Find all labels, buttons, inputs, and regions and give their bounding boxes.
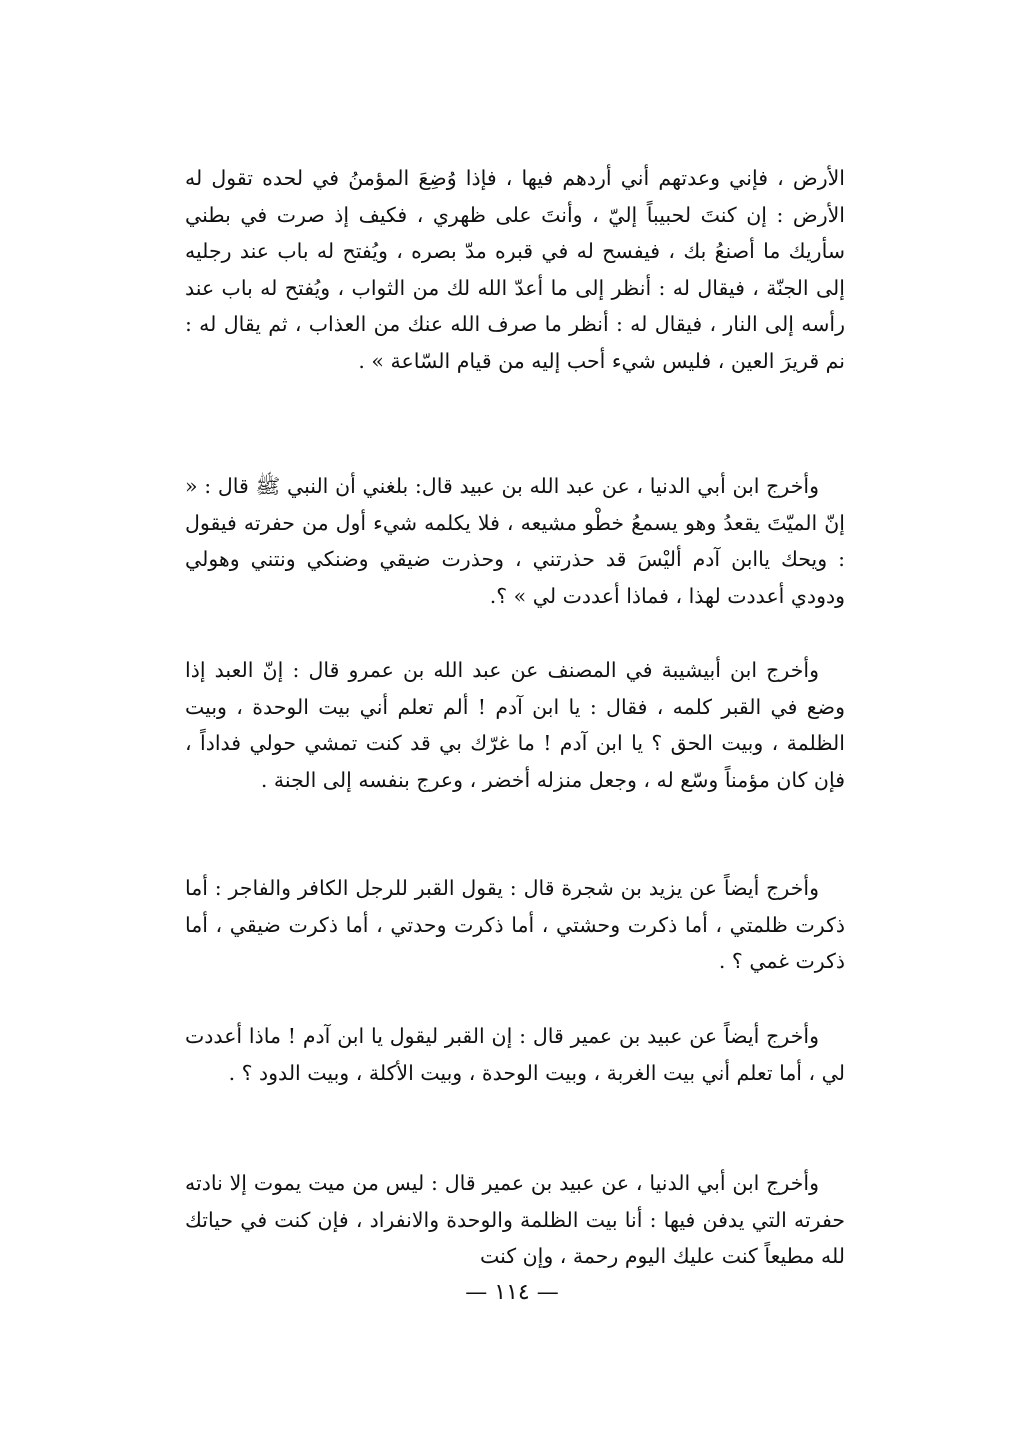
paragraph-text: وأخرج ابن أبي الدنيا ، عن عبيد بن عمير قال : ليس من ميت يموت إلا نادته حفرته التي يدفن فيها : أنا بيت الظلمة والوحدة والانفراد ، فإن كنت في حياتك لله مطيعاً كنت عليك اليوم رحمة ، وإن كنت: [185, 1171, 845, 1268]
paragraph-3: [185, 652, 845, 798]
paragraph-1: [185, 160, 845, 379]
paragraph-text: وأخرج أيضاً عن يزيد بن شجرة قال : يقول القبر للرجل الكافر والفاجر : أما ذكرت ظلمتي ، أما ذكرت وحشتي ، أما ذكرت وحدتي ، أما ذكرت ضيقي ، أما ذكرت غمي ؟ .: [185, 876, 845, 973]
paragraph-text: وأخرج أيضاً عن عبيد بن عمير قال : إن القبر ليقول يا ابن آدم ! ماذا أعددت لي ، أما تعلم أني بيت الغربة ، وبيت الوحدة ، وبيت الأكلة ، وبيت الدود ؟ .: [185, 1024, 845, 1085]
page-number: — ١١٤ —: [465, 1280, 559, 1305]
paragraph-2: [185, 468, 845, 614]
paragraph-text: وأخرج ابن أبي الدنيا ، عن عبد الله بن عبيد قال: بلغني أن النبي ﷺ قال : « إنّ الميّتَ يقعدُ وهو يسمعُ خطْو مشيعه ، فلا يكلمه شيء أول من حفرته فيقول : ويحك ياابن آدم أليْسَ قد حذرتني ، وحذرت ضيقي وضنكي ونتني وهولي ودودي أعددت لهذا ، فماذا أعددت لي » ؟.: [185, 474, 845, 608]
paragraph-6: [185, 1165, 845, 1275]
paragraph-text: الأرض ، فإني وعدتهم أني أردهم فيها ، فإذا وُضِعَ المؤمنُ في لحده تقول له الأرض : إن كنتَ لحبيباً إليّ ، وأنتَ على ظهري ، فكيف إذ صرت في بطني سأريك ما أصنعُ بك ، فيفسح له في قبره مدّ بصره ، ويُفتح له باب عند رجليه إلى الجنّة ، فيقال له : أنظر إلى ما أعدّ الله لك من الثواب ، ويُفتح له باب عند رأسه إلى النار ، فيقال له : أنظر ما صرف الله عنك من العذاب ، ثم يقال له : نم قريرَ العين ، فليس شيء أحب إليه من قيام السّاعة » .: [185, 166, 845, 373]
paragraph-4: [185, 870, 845, 980]
paragraph-5: [185, 1018, 845, 1091]
paragraph-text: وأخرج ابن أبيشيبة في المصنف عن عبد الله بن عمرو قال : إنّ العبد إذا وضع في القبر كلمه ، فقال : يا ابن آدم ! ألم تعلم أني بيت الوحدة ، وبيت الظلمة ، وبيت الحق ؟ يا ابن آدم ! ما غرّك بي قد كنت تمشي حولي فداداً ، فإن كان مؤمناً وسّع له ، وجعل منزله أخضر ، وعرج بنفسه إلى الجنة .: [185, 658, 845, 792]
